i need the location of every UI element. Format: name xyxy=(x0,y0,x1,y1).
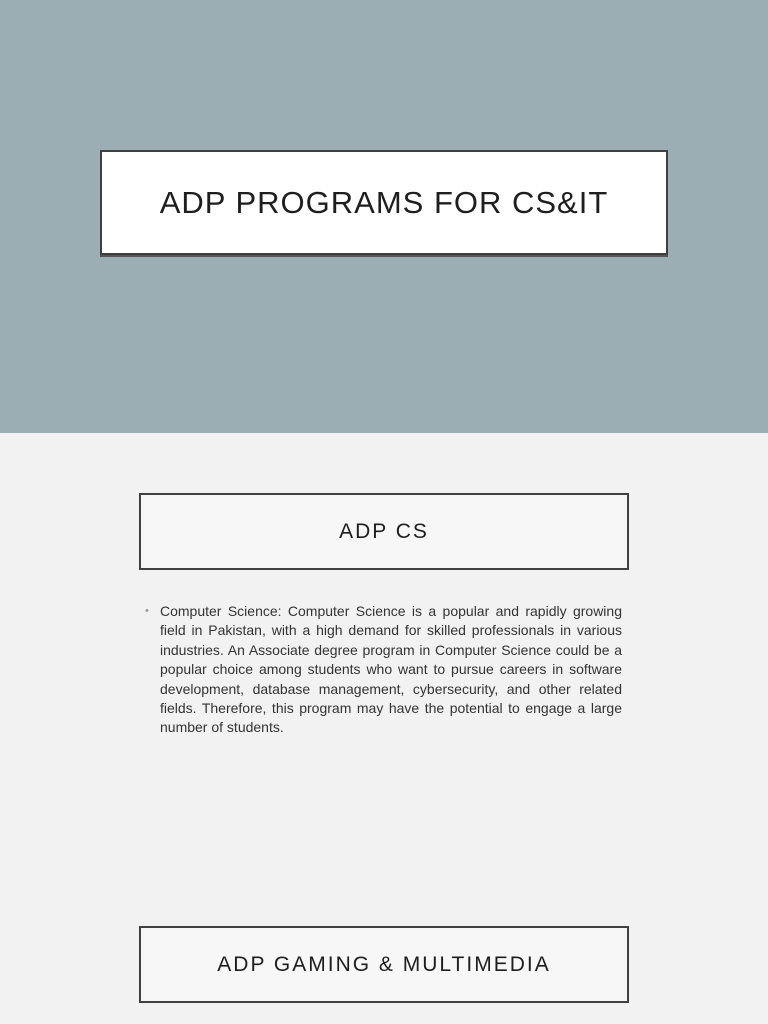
section-title-adp-cs: ADP CS xyxy=(339,519,429,543)
section-title-adp-gaming: ADP GAMING & MULTIMEDIA xyxy=(217,952,551,976)
section-heading-box-adp-gaming xyxy=(139,926,629,1003)
title-slide-background xyxy=(0,0,768,433)
bullet-icon: • xyxy=(145,605,149,617)
page-title: ADP PROGRAMS FOR CS&IT xyxy=(159,184,609,220)
list-item xyxy=(145,602,622,738)
title-box xyxy=(100,150,668,255)
section-heading-box-adp-cs xyxy=(139,493,629,570)
bullet-list xyxy=(145,602,622,738)
bullet-text: Computer Science: Computer Science is a popular and rapidly growing field in Pakistan, with a high demand for skilled professionals in various industries. An Associate degree program in Computer Science could be a popular choice among students who want to pursue careers in software development, database management, cybersecurity, and other related fields. Therefore, this program may have the potential to engage a large number of students. xyxy=(160,603,622,736)
